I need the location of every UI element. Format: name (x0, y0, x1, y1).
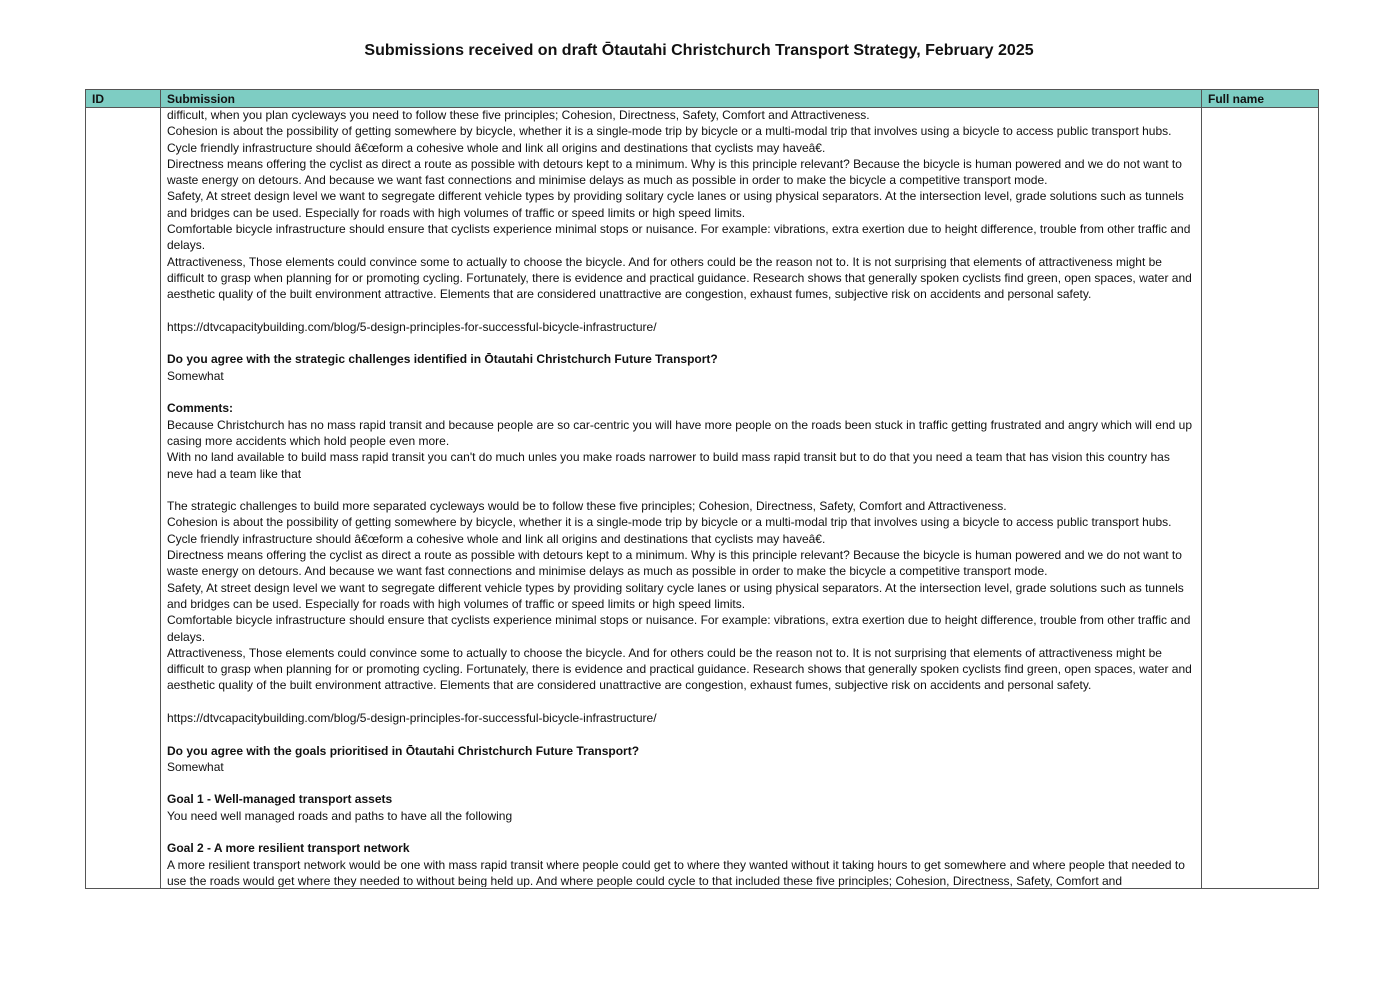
column-header-full-name: Full name (1202, 90, 1319, 108)
submission-paragraph: Directness means offering the cyclist as direct a route as possible with detours kept to a minimum. Why is this principle relevant? Because the bicycle is human powered and we do not want to waste energy on detours. And because we want fast connections and minimise delays as much as possible in order to make the bicycle a competitive transport mode. (167, 548, 1182, 579)
blank-line (167, 726, 1195, 742)
submission-paragraph: With no land available to build mass rapid transit you can't do much unles you make roads narrower to build mass rapid transit but to do that you need a team that has vision this country has neve had a team like that (167, 450, 1170, 481)
column-header-id: ID (86, 90, 161, 108)
submission-paragraph: Attractiveness, Those elements could convince some to actually to choose the bicycle. And for others could be the reason not to. It is not surprising that elements of attractiveness might be difficult to grasp when planning for or promoting cycling. Fortunately, there is evidence and practical guidance. Research shows that generally spoken cyclists find green, open spaces, water and aesthetic quality of the built environment attractive. Elements that are considered unattractive are congestion, exhaust fumes, subjective risk on accidents and personal safety. (167, 645, 1192, 693)
blank-line (167, 775, 1195, 791)
column-header-submission: Submission (161, 90, 1202, 108)
submission-paragraph: A more resilient transport network would be one with mass rapid transit where people could get to where they wanted without it taking hours to get somewhere and where people that needed to use the roads would get where they needed to without being held up. And where people could cycle to that included these five principles; Cohesion, Directness, Safety, Comfort and (167, 857, 1185, 887)
submission-paragraph: Comfortable bicycle infrastructure should ensure that cyclists experience minimal stops or nuisance. For example: vibrations, extra exertion due to height difference, trouble from other traffic and delays. (167, 222, 1191, 253)
document-title: Submissions received on draft Ōtautahi Christchurch Transport Strategy, February 2025 (364, 42, 1034, 59)
blank-line (167, 694, 1195, 710)
question-heading: Goal 2 - A more resilient transport network (167, 841, 410, 856)
submission-paragraph: Comfortable bicycle infrastructure should ensure that cyclists experience minimal stops or nuisance. For example: vibrations, extra exertion due to height difference, trouble from other traffic and delays. (167, 613, 1191, 644)
submission-paragraph: Cohesion is about the possibility of getting somewhere by bicycle, whether it is a single-mode trip by bicycle or a multi-modal trip that involves using a bicycle to access public transport hubs. Cycle friendly infrastructure should â€œform a cohesive whole and link all origins and destinations that cyclists may haveâ€. (167, 124, 1172, 155)
submission-paragraph: Safety, At street design level we want to segregate different vehicle types by providing solitary cycle lanes or using physical separators. At the intersection level, grade solutions such as tunnels and bridges can be used. Especially for roads with high volumes of traffic or speed limits or high speed limits. (167, 189, 1184, 220)
submission-paragraph: Somewhat (167, 368, 224, 383)
blank-line (167, 303, 1195, 319)
submission-paragraph: difficult, when you plan cycleways you need to follow these five principles; Cohesion, Directness, Safety, Comfort and Attractiveness. (167, 108, 870, 122)
submission-paragraph: The strategic challenges to build more separated cycleways would be to follow these five principles; Cohesion, Directness, Safety, Comfort and Attractiveness. (167, 499, 1007, 514)
id-cell (86, 108, 161, 889)
blank-line (167, 824, 1195, 840)
submissions-table (85, 89, 1319, 889)
table-header-row (86, 90, 1319, 108)
question-heading: Do you agree with the goals prioritised in Ōtautahi Christchurch Future Transport? (167, 743, 640, 758)
submission-paragraph: https://dtvcapacitybuilding.com/blog/5-design-principles-for-successful-bicycle-infrastructure/ (167, 319, 657, 334)
submission-paragraph: Attractiveness, Those elements could convince some to actually to choose the bicycle. And for others could be the reason not to. It is not surprising that elements of attractiveness might be difficult to grasp when planning for or promoting cycling. Fortunately, there is evidence and practical guidance. Research shows that generally spoken cyclists find green, open spaces, water and aesthetic quality of the built environment attractive. Elements that are considered unattractive are congestion, exhaust fumes, subjective risk on accidents and personal safety. (167, 254, 1192, 302)
blank-line (167, 384, 1195, 400)
blank-line (167, 482, 1195, 498)
table-row (86, 108, 1319, 889)
submission-paragraph: Directness means offering the cyclist as direct a route as possible with detours kept to a minimum. Why is this principle relevant? Because the bicycle is human powered and we do not want to waste energy on detours. And because we want fast connections and minimise delays as much as possible in order to make the bicycle a competitive transport mode. (167, 156, 1182, 188)
submission-paragraph: Somewhat (167, 759, 224, 774)
submission-paragraph: Because Christchurch has no mass rapid transit and because people are so car-centric you will have more people on the roads been stuck in traffic getting frustrated and angry which will end up casing more accidents which hold people even more. (167, 417, 1193, 448)
submission-paragraph: Cohesion is about the possibility of getting somewhere by bicycle, whether it is a single-mode trip by bicycle or a multi-modal trip that involves using a bicycle to access public transport hubs. Cycle friendly infrastructure should â€œform a cohesive whole and link all origins and destinations that cyclists may haveâ€. (167, 515, 1172, 546)
question-heading: Goal 1 - Well-managed transport assets (167, 792, 393, 807)
question-heading: Comments: (167, 401, 234, 416)
submission-text (161, 107, 1201, 887)
blank-line (167, 335, 1195, 351)
full-name-cell (1202, 108, 1319, 889)
submission-paragraph: https://dtvcapacitybuilding.com/blog/5-design-principles-for-successful-bicycle-infrastructure/ (167, 710, 657, 725)
submission-paragraph: Safety, At street design level we want to segregate different vehicle types by providing solitary cycle lanes or using physical separators. At the intersection level, grade solutions such as tunnels and bridges can be used. Especially for roads with high volumes of traffic or speed limits or high speed limits. (167, 580, 1184, 611)
submission-cell (161, 108, 1202, 889)
question-heading: Do you agree with the strategic challenges identified in Ōtautahi Christchurch Future Transport? (167, 352, 718, 367)
submission-paragraph: You need well managed roads and paths to have all the following (167, 808, 513, 823)
